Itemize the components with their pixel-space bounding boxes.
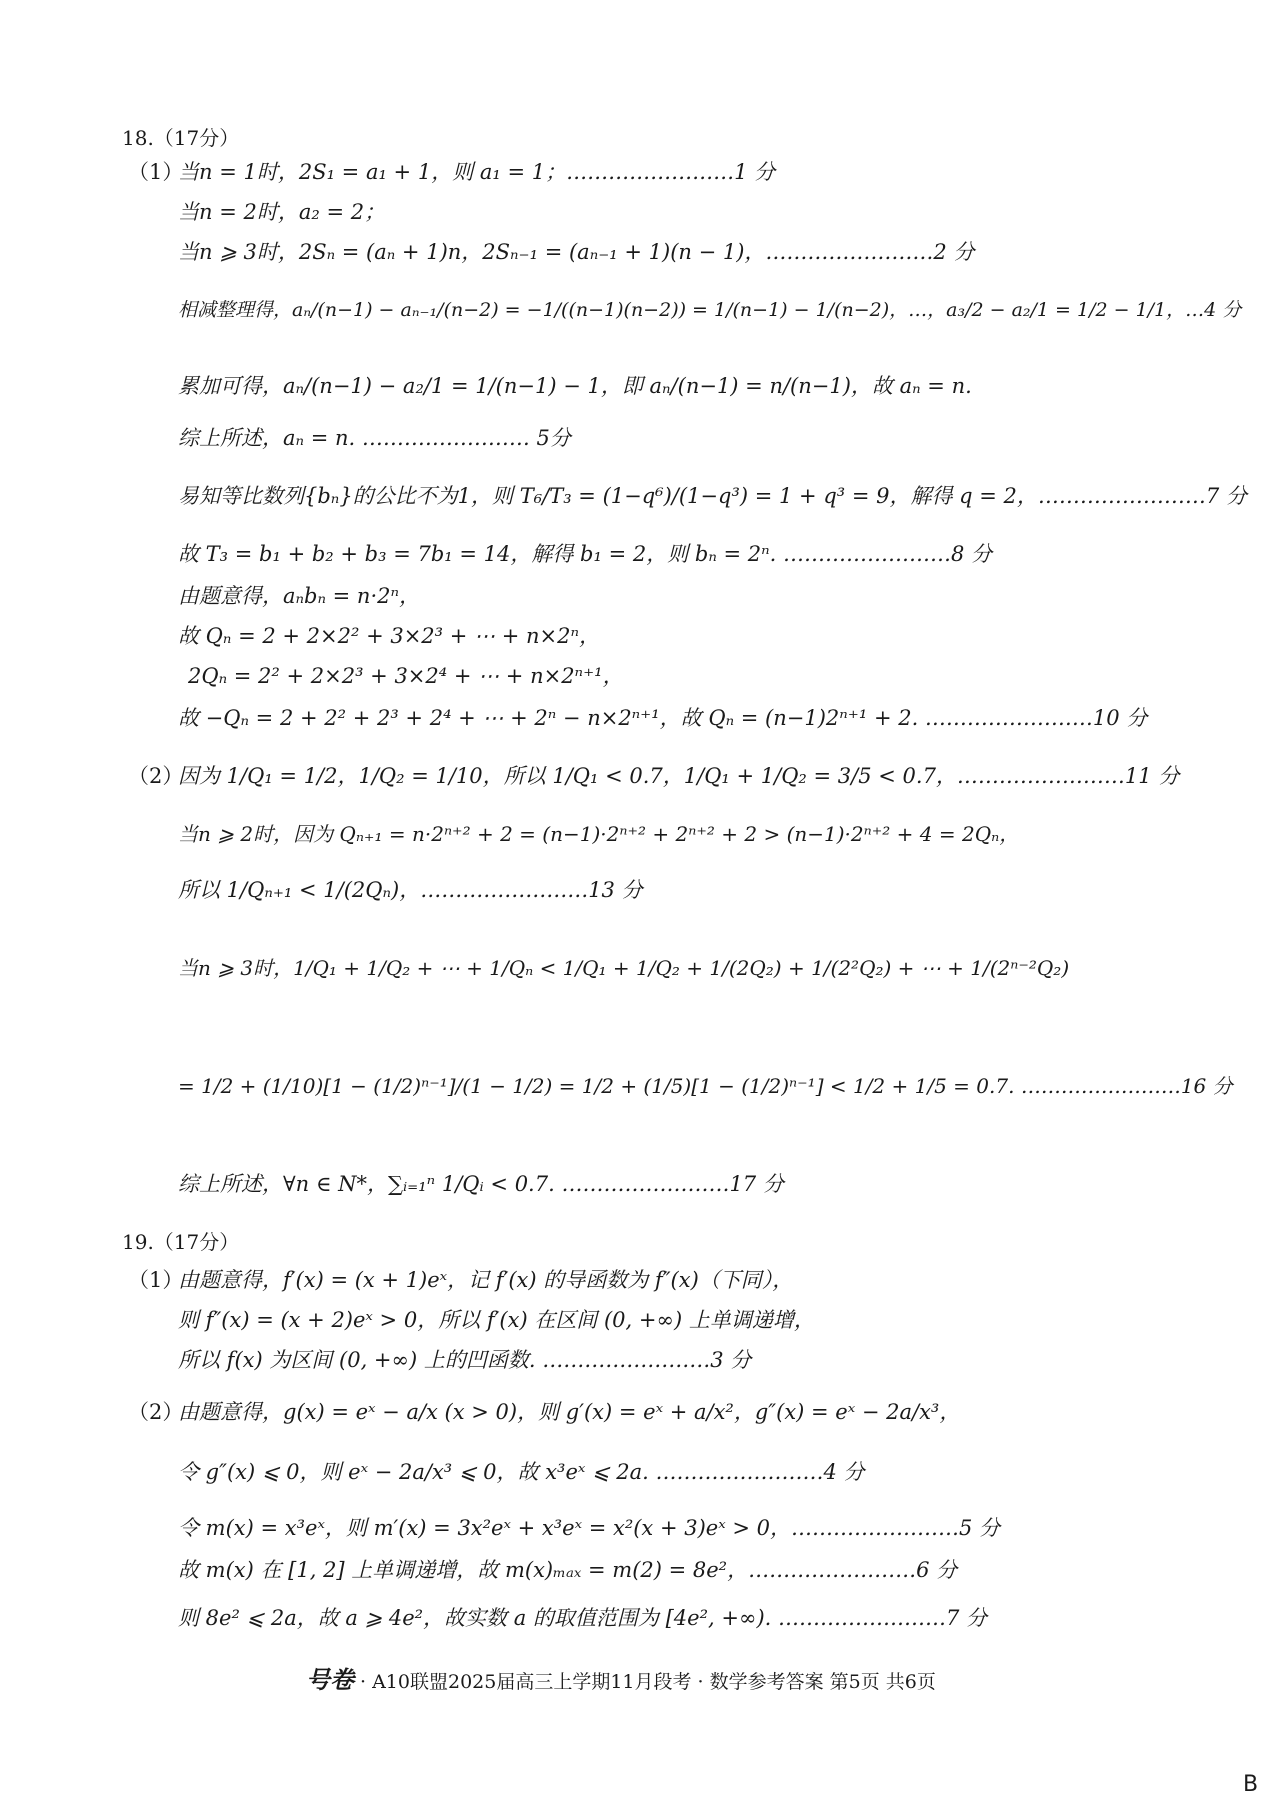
q18-part2-line-3: 所以 1/Qₙ₊₁ < 1/(2Qₙ)，……………………13 分 xyxy=(178,878,643,902)
brand-logo: 号卷 xyxy=(306,1665,354,1694)
q18-part2-line-2: 当n ⩾ 2时，因为 Qₙ₊₁ = n·2ⁿ⁺² + 2 = (n−1)·2ⁿ⁺² + 2ⁿ⁺² + 2 > (n−1)·2ⁿ⁺² + 4 = 2Qₙ， xyxy=(178,822,1020,846)
q18-line-9: 由题意得，aₙbₙ = n·2ⁿ， xyxy=(178,584,421,608)
q19-part2-line-5: 则 8e² ⩽ 2a，故 a ⩾ 4e²，故实数 a 的取值范围为 [4e², +∞). ……………………7 分 xyxy=(178,1606,988,1630)
q18-line-7: 易知等比数列{bₙ}的公比不为1，则 T₆/T₃ = (1−q⁶)/(1−q³) = 1 + q³ = 9，解得 q = 2，……………………7 分 xyxy=(178,484,1247,508)
q19-part2-label: （2） xyxy=(128,1400,184,1424)
q18-line-8: 故 T₃ = b₁ + b₂ + b₃ = 7b₁ = 14，解得 b₁ = 2，则 bₙ = 2ⁿ. ……………………8 分 xyxy=(178,542,993,566)
q19-part2-line-3: 令 m(x) = x³eˣ，则 m′(x) = 3x²eˣ + x³eˣ = x²(x + 3)eˣ > 0，……………………5 分 xyxy=(178,1516,1001,1540)
q19-part2-line-4: 故 m(x) 在 [1, 2] 上单调递增，故 m(x)ₘₐₓ = m(2) = 8e²，……………………6 分 xyxy=(178,1558,958,1582)
footer-text: · A10联盟2025届高三上学期11月段考 · 数学参考答案 第5页 共6页 xyxy=(360,1671,936,1693)
q19-part2-line-2: 令 g″(x) ⩽ 0，则 eˣ − 2a/x³ ⩽ 0，故 x³eˣ ⩽ 2a. ……………………4 分 xyxy=(178,1460,865,1484)
q18-line-1: 当n = 1时，2S₁ = a₁ + 1，则 a₁ = 1；……………………1 分 xyxy=(178,160,776,184)
q19-line-2: 则 f″(x) = (x + 2)eˣ > 0，所以 f′(x) 在区间 (0, +∞) 上单调递增， xyxy=(178,1308,815,1332)
q18-part2-line-6: 综上所述，∀n ∈ N*，∑ᵢ₌₁ⁿ 1/Qᵢ < 0.7. ……………………17 分 xyxy=(178,1172,784,1196)
q18-part2-label: （2） xyxy=(128,764,184,788)
q18-line-2: 当n = 2时，a₂ = 2； xyxy=(178,200,386,224)
q18-part2-line-5: = 1/2 + (1/10)[1 − (1/2)ⁿ⁻¹]/(1 − 1/2) = 1/2 + (1/5)[1 − (1/2)ⁿ⁻¹] < 1/2 + 1/5 = 0.7. ……………………16 分 xyxy=(178,1074,1233,1098)
q19-part1-label: （1） xyxy=(128,1268,184,1292)
q18-line-12: 故 −Qₙ = 2 + 2² + 2³ + 2⁴ + ⋯ + 2ⁿ − n×2ⁿ⁺¹，故 Qₙ = (n−1)2ⁿ⁺¹ + 2. ……………………10 分 xyxy=(178,706,1148,730)
q18-line-6: 综上所述，aₙ = n. …………………… 5分 xyxy=(178,426,571,450)
q19-part2-line-1: 由题意得，g(x) = eˣ − a/x (x > 0)，则 g′(x) = eˣ + a/x²，g″(x) = eˣ − 2a/x³， xyxy=(178,1400,961,1424)
q19-header: 19.（17分） xyxy=(122,1230,240,1254)
q18-line-11: 2Qₙ = 2² + 2×2³ + 3×2⁴ + ⋯ + n×2ⁿ⁺¹， xyxy=(188,664,624,688)
q18-line-10: 故 Qₙ = 2 + 2×2² + 3×2³ + ⋯ + n×2ⁿ， xyxy=(178,624,600,648)
q18-header: 18.（17分） xyxy=(122,126,240,150)
q19-line-3: 所以 f(x) 为区间 (0, +∞) 上的凹函数. ……………………3 分 xyxy=(178,1348,752,1372)
page-letter: B xyxy=(1243,1772,1259,1797)
q18-line-3: 当n ⩾ 3时，2Sₙ = (aₙ + 1)n，2Sₙ₋₁ = (aₙ₋₁ + 1)(n − 1)，……………………2 分 xyxy=(178,240,975,264)
q18-part2-line-1: 因为 1/Q₁ = 1/2，1/Q₂ = 1/10，所以 1/Q₁ < 0.7，1/Q₁ + 1/Q₂ = 3/5 < 0.7，……………………11 分 xyxy=(178,764,1180,788)
q18-part2-line-4: 当n ⩾ 3时，1/Q₁ + 1/Q₂ + ⋯ + 1/Qₙ < 1/Q₁ + 1/Q₂ + 1/(2Q₂) + 1/(2²Q₂) + ⋯ + 1/(2ⁿ⁻²Q₂) xyxy=(178,956,1070,980)
q18-line-4: 相减整理得，aₙ/(n−1) − aₙ₋₁/(n−2) = −1/((n−1)(n−2)) = 1/(n−1) − 1/(n−2)，…，a₃/2 − a₂/1 = 1/2 − 1/1，…4 分 xyxy=(178,299,1242,321)
page-footer xyxy=(306,1665,936,1694)
q19-line-1: 由题意得，f′(x) = (x + 1)eˣ，记 f′(x) 的导函数为 f″(x)（下同）， xyxy=(178,1268,794,1292)
q18-part1-label: （1） xyxy=(128,160,184,184)
q18-line-5: 累加可得，aₙ/(n−1) − a₂/1 = 1/(n−1) − 1，即 aₙ/(n−1) = n/(n−1)，故 aₙ = n. xyxy=(178,374,972,398)
